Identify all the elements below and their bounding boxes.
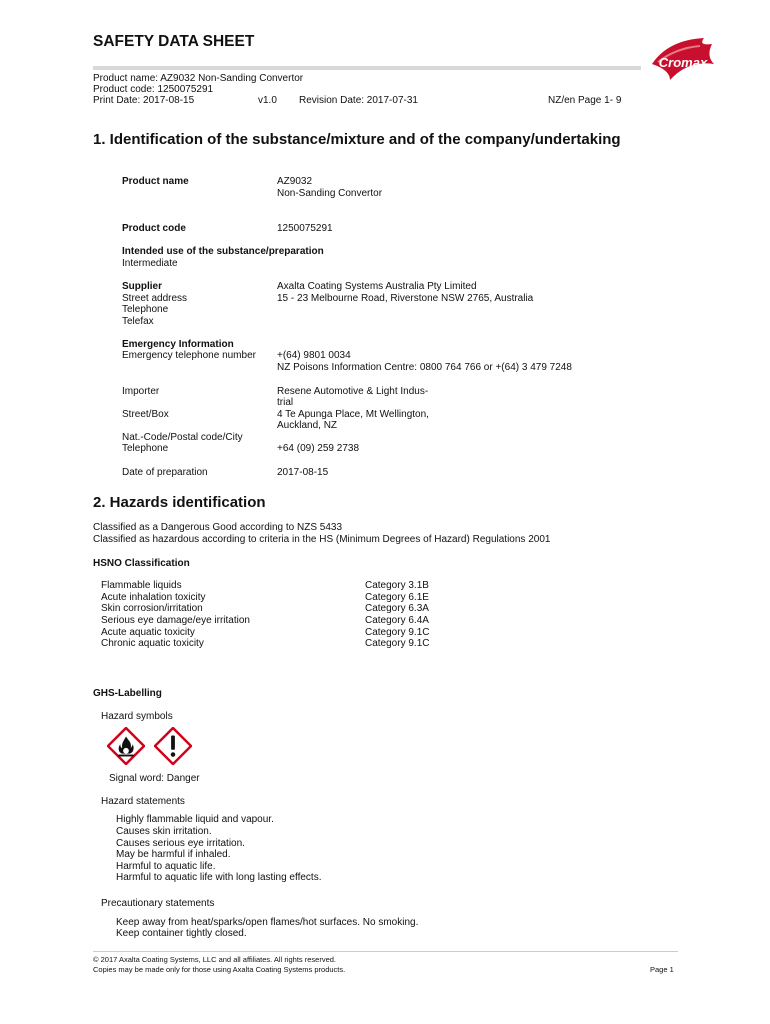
classified-dangerous-good: Classified as a Dangerous Good according to NZS 5433 <box>93 522 343 533</box>
hazard-statement: Harmful to aquatic life with long lasting effects. <box>116 872 322 883</box>
header-version: v1.0 <box>258 95 277 106</box>
date-of-preparation-value: 2017-08-15 <box>277 467 329 478</box>
hsno-hazard: Chronic aquatic toxicity <box>101 638 204 649</box>
header-page-ref: NZ/en Page 1- 9 <box>548 95 622 106</box>
importer-telephone-label: Telephone <box>122 443 169 454</box>
importer-label: Importer <box>122 386 160 397</box>
classified-hazardous: Classified as hazardous according to criteria in the HS (Minimum Degrees of Hazard) Regulations 2001 <box>93 534 551 545</box>
supplier-label: Supplier <box>122 281 163 292</box>
importer-value-2: trial <box>277 397 294 408</box>
header-rule <box>93 66 641 70</box>
footer-copyright: © 2017 Axalta Coating Systems, LLC and all affiliates. All rights reserved. <box>93 955 337 964</box>
hsno-category: Category 9.1C <box>365 627 430 638</box>
precautionary-statement: Keep away from heat/sparks/open flames/hot surfaces. No smoking. <box>116 917 419 928</box>
hsno-category: Category 3.1B <box>365 580 429 591</box>
hazard-statement: May be harmful if inhaled. <box>116 849 231 860</box>
section1-heading: 1. Identification of the substance/mixture and of the company/undertaking <box>93 131 621 148</box>
importer-telephone-value: +64 (09) 259 2738 <box>277 443 360 454</box>
hazard-symbols-label: Hazard symbols <box>101 711 173 722</box>
hsno-hazard: Acute inhalation toxicity <box>101 592 206 603</box>
product-name-value-1: AZ9032 <box>277 176 313 187</box>
ghs-labelling-label: GHS-Labelling <box>93 688 162 699</box>
product-code-label: Product code <box>122 223 186 234</box>
hsno-category: Category 6.3A <box>365 603 429 614</box>
hazard-statement: Causes skin irritation. <box>116 826 212 837</box>
street-address-label: Street address <box>122 293 188 304</box>
street-address-value: 15 - 23 Melbourne Road, Riverstone NSW 2765, Australia <box>277 293 534 304</box>
cromax-logo <box>648 34 718 88</box>
hsno-hazard: Flammable liquids <box>101 580 182 591</box>
product-name-label: Product name <box>122 176 189 187</box>
emergency-phone-value: +(64) 9801 0034 <box>277 350 351 361</box>
intended-use-value: Intermediate <box>122 258 178 269</box>
header-print-date: Print Date: 2017-08-15 <box>93 95 195 106</box>
footer-page-number: Page 1 <box>650 965 674 974</box>
precautionary-statement: Keep container tightly closed. <box>116 928 247 939</box>
product-name-value-2: Non-Sanding Convertor <box>277 188 383 199</box>
product-code-value: 1250075291 <box>277 223 333 234</box>
header-product-code: Product code: 1250075291 <box>93 84 214 95</box>
footer-rule <box>93 951 678 952</box>
header-revision-date: Revision Date: 2017-07-31 <box>299 95 418 106</box>
flame-pictogram-icon <box>107 727 145 765</box>
footer-copies-notice: Copies may be made only for those using Axalta Coating Systems products. <box>93 965 346 974</box>
hazard-statement: Causes serious eye irritation. <box>116 838 245 849</box>
exclamation-pictogram-icon <box>154 727 192 765</box>
hsno-hazard: Skin corrosion/irritation <box>101 603 203 614</box>
logo-text: Cromax <box>658 55 708 70</box>
intended-use-label: Intended use of the substance/preparation <box>122 246 324 257</box>
supplier-value: Axalta Coating Systems Australia Pty Limited <box>277 281 477 292</box>
hazard-statement: Highly flammable liquid and vapour. <box>116 814 274 825</box>
date-of-preparation-label: Date of preparation <box>122 467 208 478</box>
header-product-name: Product name: AZ9032 Non-Sanding Convertor <box>93 73 304 84</box>
poisons-centre-value: NZ Poisons Information Centre: 0800 764 766 or +(64) 3 479 7248 <box>277 362 572 373</box>
city-value: Auckland, NZ <box>277 420 338 431</box>
street-box-label: Street/Box <box>122 409 169 420</box>
telephone-label: Telephone <box>122 304 169 315</box>
emergency-label: Emergency Information <box>122 339 234 350</box>
hsno-category: Category 6.1E <box>365 592 429 603</box>
hsno-classification-label: HSNO Classification <box>93 558 190 569</box>
hazard-statement: Harmful to aquatic life. <box>116 861 216 872</box>
telefax-label: Telefax <box>122 316 154 327</box>
hazard-statements-label: Hazard statements <box>101 796 185 807</box>
signal-word: Signal word: Danger <box>109 773 200 784</box>
street-box-value: 4 Te Apunga Place, Mt Wellington, <box>277 409 429 420</box>
nat-code-label: Nat.-Code/Postal code/City <box>122 432 243 443</box>
hsno-category: Category 9.1C <box>365 638 430 649</box>
hsno-category: Category 6.4A <box>365 615 429 626</box>
section2-heading: 2. Hazards identification <box>93 494 266 511</box>
emergency-phone-label: Emergency telephone number <box>122 350 256 361</box>
precautionary-statements-label: Precautionary statements <box>101 898 215 909</box>
hsno-hazard: Acute aquatic toxicity <box>101 627 195 638</box>
hsno-hazard: Serious eye damage/eye irritation <box>101 615 250 626</box>
document-title: SAFETY DATA SHEET <box>93 33 255 50</box>
importer-value-1: Resene Automotive & Light Indus- <box>277 386 429 397</box>
